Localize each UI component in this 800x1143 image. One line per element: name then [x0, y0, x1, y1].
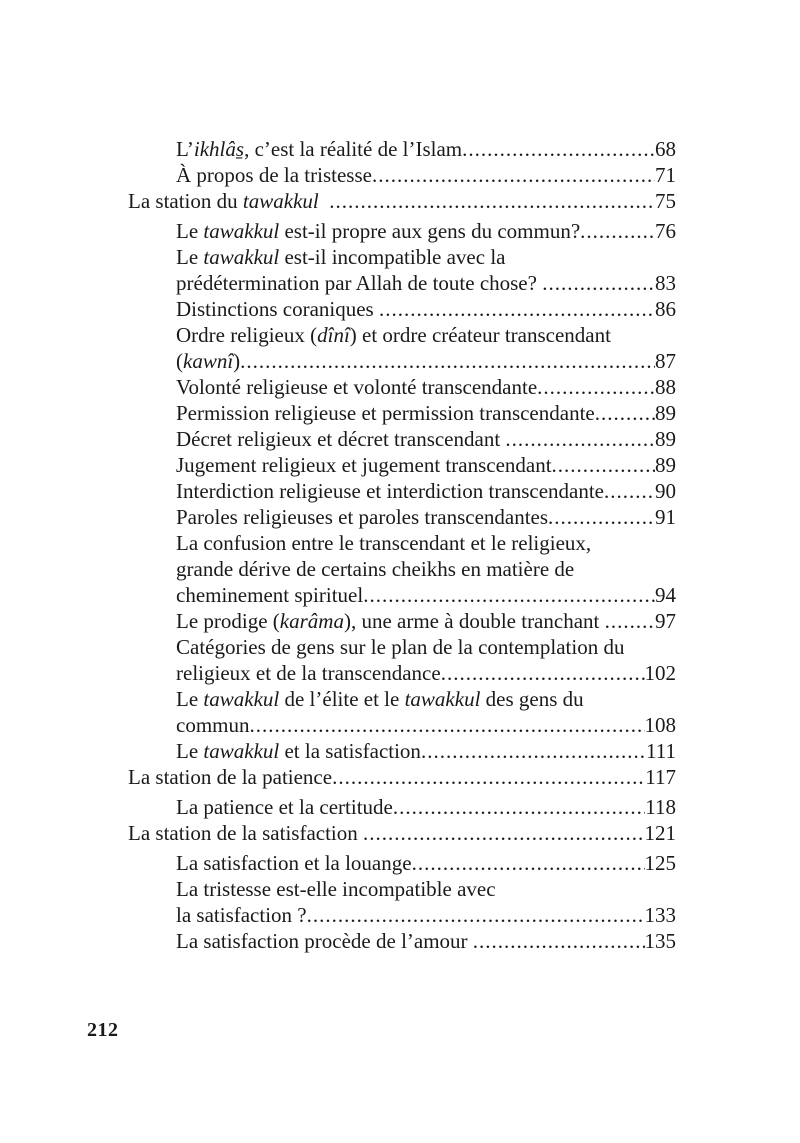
toc-page-number: 135 — [644, 929, 676, 953]
toc-entry-line — [176, 712, 676, 738]
toc-entry-line — [176, 426, 676, 452]
toc-entry — [128, 820, 676, 846]
toc-entry-title: grande dérive de certains cheikhs en matière de — [176, 557, 575, 581]
toc-entry-title: Interdiction religieuse et interdiction transcendante — [176, 479, 604, 503]
toc-entry — [176, 794, 676, 820]
toc-entry-line — [176, 136, 676, 162]
toc-entry-title: La station du tawakkul — [128, 189, 319, 213]
dot-leader — [372, 162, 655, 188]
toc-entry — [176, 608, 676, 634]
dot-leader — [473, 928, 645, 954]
toc-entry — [176, 322, 676, 374]
toc-entry — [176, 530, 676, 608]
toc-entry-title: Paroles religieuses et paroles transcendantes — [176, 505, 549, 529]
toc-page-number: 102 — [644, 661, 676, 685]
toc-entry-line — [176, 928, 676, 954]
dot-leader — [379, 296, 655, 322]
toc-entry — [176, 738, 676, 764]
toc-entry-title: (kawnî) — [176, 349, 241, 373]
toc-entry-line — [176, 296, 676, 322]
toc-entry — [176, 374, 676, 400]
toc-entry — [176, 634, 676, 686]
toc-entry-line — [176, 162, 676, 188]
toc-entry — [176, 876, 676, 928]
toc-page-number: 89 — [655, 427, 676, 451]
toc-entry-line — [176, 452, 676, 478]
toc-entry-line — [128, 764, 676, 790]
toc-page-number: 91 — [655, 505, 676, 529]
dot-leader — [329, 188, 655, 214]
toc-entry-title: Décret religieux et décret transcendant — [176, 427, 506, 451]
toc-page-number: 83 — [655, 271, 676, 295]
toc-entry — [176, 478, 676, 504]
dot-leader — [580, 218, 655, 244]
toc-entry-line — [176, 400, 676, 426]
toc-page-number: 117 — [645, 765, 676, 789]
toc-page-number: 89 — [655, 401, 676, 425]
toc-entry-title: cheminement spirituel — [176, 583, 364, 607]
toc-entry — [176, 162, 676, 188]
toc-entry-title: La confusion entre le transcendant et le religieux, — [176, 531, 592, 555]
toc-entry — [128, 188, 676, 214]
toc-page-number: 88 — [655, 375, 676, 399]
toc-page-number: 121 — [644, 821, 676, 845]
toc-entry-line — [176, 504, 676, 530]
dot-leader — [393, 794, 645, 820]
toc-entry — [176, 686, 676, 738]
toc-entry-line — [176, 850, 676, 876]
dot-leader — [441, 660, 645, 686]
toc-entry-title: La satisfaction procède de l’amour — [176, 929, 473, 953]
toc-entry — [176, 928, 676, 954]
toc-page-number: 133 — [644, 903, 676, 927]
toc-entry-line — [128, 820, 676, 846]
dot-leader — [604, 478, 655, 504]
toc-entry — [128, 764, 676, 790]
toc-entry-title: La station de la satisfaction — [128, 821, 364, 845]
toc-entry-line — [176, 530, 676, 556]
toc-page-number: 108 — [644, 713, 676, 737]
toc-entry-line — [176, 556, 676, 582]
toc-page-number: 86 — [655, 297, 676, 321]
toc-entry — [176, 504, 676, 530]
dot-leader — [250, 712, 645, 738]
toc-entry-line — [176, 582, 676, 608]
toc-entry-line — [176, 348, 676, 374]
toc-entry-title: prédétermination par Allah de toute chose? — [176, 271, 543, 295]
toc-entry-line — [176, 738, 676, 764]
toc-entry-title: Permission religieuse et permission transcendante — [176, 401, 595, 425]
toc-entry-title: La patience et la certitude — [176, 795, 393, 819]
dot-leader — [240, 348, 655, 374]
toc-page-number: 97 — [655, 609, 676, 633]
toc-page-number: 76 — [655, 219, 676, 243]
toc-entry-line — [176, 794, 676, 820]
folio-page-number: 212 — [87, 1019, 119, 1041]
toc-entry-line — [176, 686, 676, 712]
toc-entry-line — [176, 660, 676, 686]
toc-entry — [176, 400, 676, 426]
toc-entry-line — [176, 374, 676, 400]
toc-entry-title: religieux et de la transcendance — [176, 661, 441, 685]
toc-entry-line — [176, 270, 676, 296]
toc-entry-title: Le tawakkul et la satisfaction — [176, 739, 421, 763]
toc-entry — [176, 244, 676, 296]
toc-entry-line — [176, 634, 676, 660]
toc-entry-title: Le prodige (karâma), une arme à double tranchant — [176, 609, 605, 633]
toc-entry-title: Catégories de gens sur le plan de la contemplation du — [176, 635, 625, 659]
toc-entry-line — [176, 902, 676, 928]
toc-page-number: 94 — [655, 583, 676, 607]
toc-entry-title: Le tawakkul de l’élite et le tawakkul des gens du — [176, 687, 584, 711]
toc-page-number: 125 — [644, 851, 676, 875]
toc-entry-line — [176, 322, 676, 348]
dot-leader — [462, 136, 655, 162]
dot-leader — [332, 764, 645, 790]
dot-leader — [412, 850, 645, 876]
dot-leader — [307, 902, 645, 928]
dot-leader — [363, 582, 655, 608]
toc-entry-title: La satisfaction et la louange — [176, 851, 412, 875]
dot-leader — [537, 374, 655, 400]
toc-entry-title: Ordre religieux (dînî) et ordre créateur transcendant — [176, 323, 611, 347]
toc-entry-title: la satisfaction ? — [176, 903, 307, 927]
toc-page-number: 71 — [655, 163, 676, 187]
dot-leader — [605, 608, 655, 634]
toc-page-number: 90 — [655, 479, 676, 503]
dot-leader — [421, 738, 646, 764]
toc-page-number: 111 — [646, 739, 676, 763]
dot-leader — [552, 452, 655, 478]
toc-entry — [176, 452, 676, 478]
toc-entry-title: commun — [176, 713, 250, 737]
toc-page-number: 118 — [645, 795, 676, 819]
toc-entry — [176, 136, 676, 162]
toc-entry-title: La tristesse est-elle incompatible avec — [176, 877, 496, 901]
toc-entry-title: Le tawakkul est-il incompatible avec la — [176, 245, 506, 269]
toc-page-number: 89 — [655, 453, 676, 477]
toc-entry — [176, 296, 676, 322]
table-of-contents — [0, 136, 676, 954]
toc-entry — [176, 850, 676, 876]
toc-entry-title: Distinctions coraniques — [176, 297, 379, 321]
toc-entry-title: À propos de la tristesse — [176, 163, 372, 187]
dot-leader — [548, 504, 655, 530]
toc-entry-title: L’ikhlâs̱, c’est la réalité de l’Islam — [176, 137, 463, 161]
dot-leader — [505, 426, 655, 452]
dot-leader — [542, 270, 655, 296]
toc-entry-title: Volonté religieuse et volonté transcendante — [176, 375, 538, 399]
toc-entry-title: La station de la patience — [128, 765, 333, 789]
toc-entry — [176, 218, 676, 244]
toc-entry-line — [128, 188, 676, 214]
toc-entry — [176, 426, 676, 452]
toc-entry-line — [176, 608, 676, 634]
toc-page-number: 75 — [655, 189, 676, 213]
toc-entry-line — [176, 218, 676, 244]
toc-page-number: 87 — [655, 349, 676, 373]
toc-entry-line — [176, 876, 676, 902]
toc-entry-line — [176, 244, 676, 270]
toc-entry-title: Jugement religieux et jugement transcendant — [176, 453, 552, 477]
toc-page-number: 68 — [655, 137, 676, 161]
toc-entry-line — [176, 478, 676, 504]
toc-entry-title: Le tawakkul est-il propre aux gens du commun? — [176, 219, 581, 243]
dot-leader — [363, 820, 644, 846]
dot-leader — [595, 400, 655, 426]
